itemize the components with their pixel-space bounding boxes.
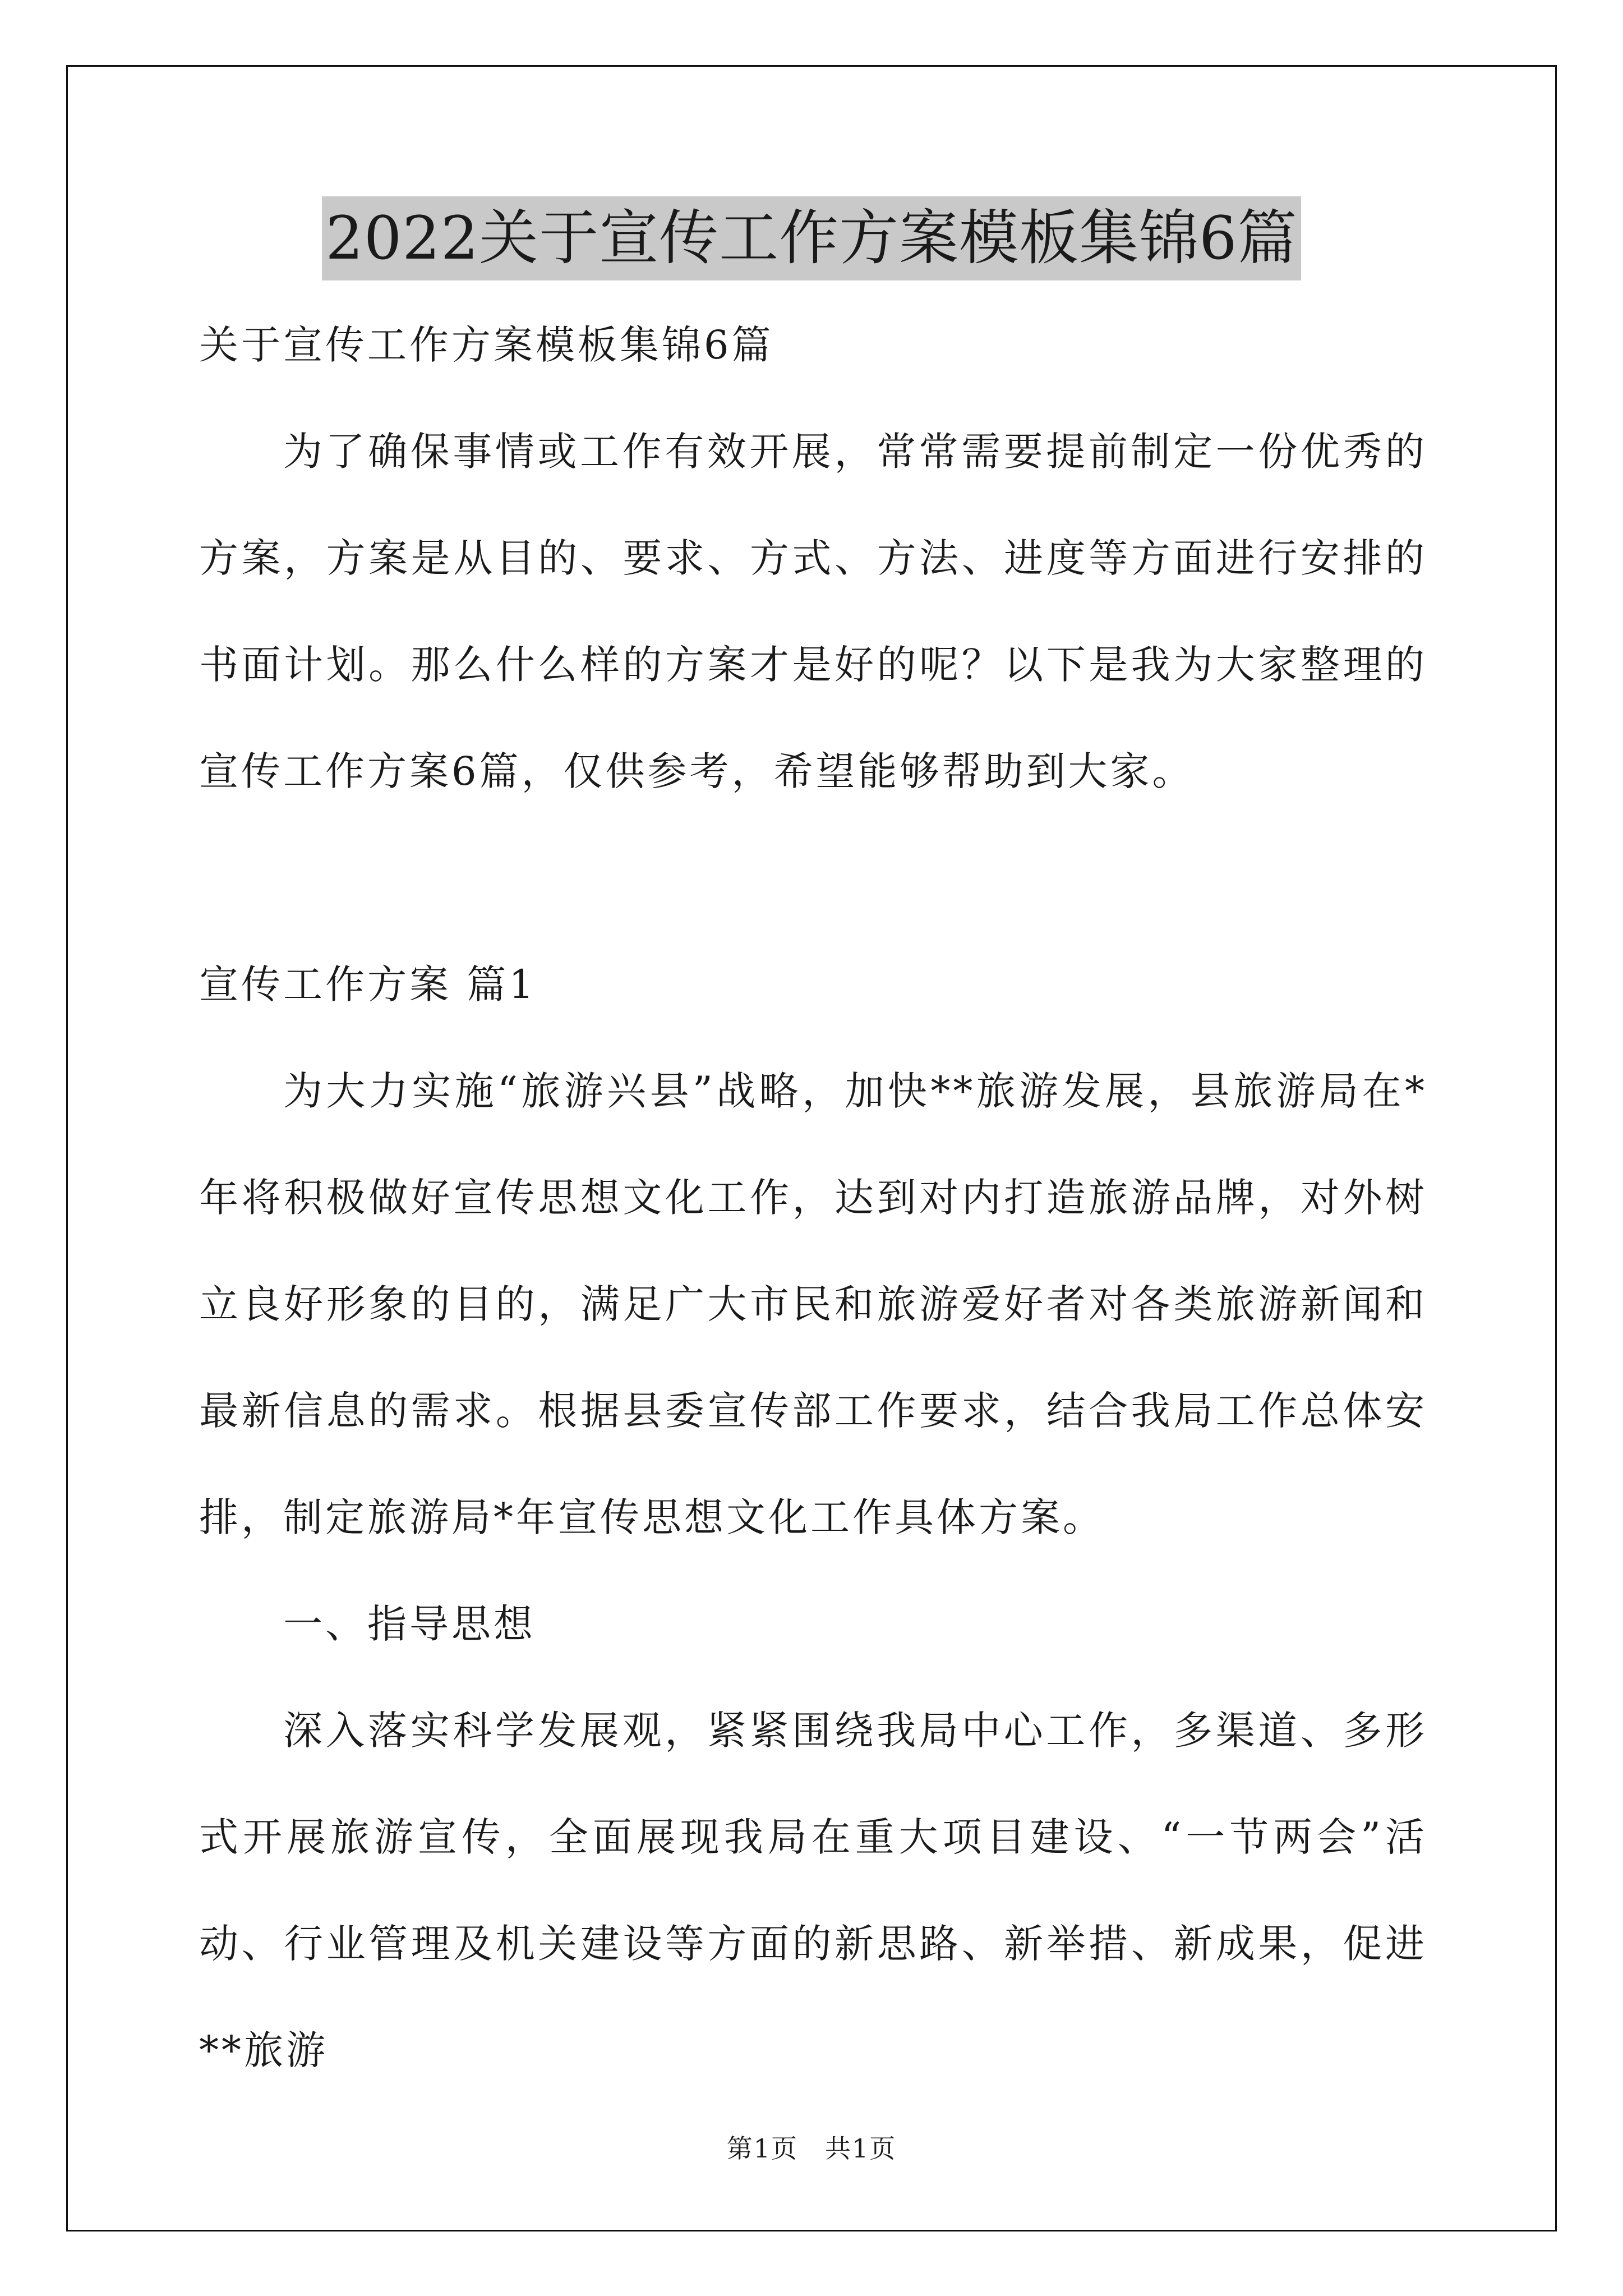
body-paragraph: 为大力实施“旅游兴县”战略，加快**旅游发展，县旅游局在*年将积极做好宣传思想文化工作，达到对内打造旅游品牌，对外树立良好形象的目的，满足广大市民和旅游爱好者对各类旅游新闻和最新信息的需求。根据县委宣传部工作要求，结合我局工作总体安排，制定旅游局*年宣传思想文化工作具体方案。 [199, 1068, 1427, 1540]
blank-line [199, 825, 1427, 931]
document-body [199, 292, 1427, 2104]
document-subtitle: 关于宣传工作方案模板集锦6篇 [199, 322, 774, 368]
intro-paragraph: 为了确保事情或工作有效开展，常常需要提前制定一份优秀的方案，方案是从目的、要求、方式、方法、进度等方面进行安排的书面计划。那么什么样的方案才是好的呢？以下是我为大家整理的宣传工作方案6篇，仅供参考，希望能够帮助到大家。 [199, 429, 1427, 794]
subheading: 一、指导思想 [283, 1601, 536, 1647]
page-footer: 第1页 共1页 [726, 2133, 897, 2164]
document-title [0, 196, 1623, 280]
section-heading: 宣传工作方案 篇1 [199, 961, 537, 1007]
body-paragraph: 深入落实科学发展观，紧紧围绕我局中心工作，多渠道、多形式开展旅游宣传，全面展现我局在重大项目建设、“一节两会”活动、行业管理及机关建设等方面的新思路、新举措、新成果，促进**旅游 [199, 1708, 1427, 2073]
document-title-text: 2022关于宣传工作方案模板集锦6篇 [322, 196, 1301, 280]
